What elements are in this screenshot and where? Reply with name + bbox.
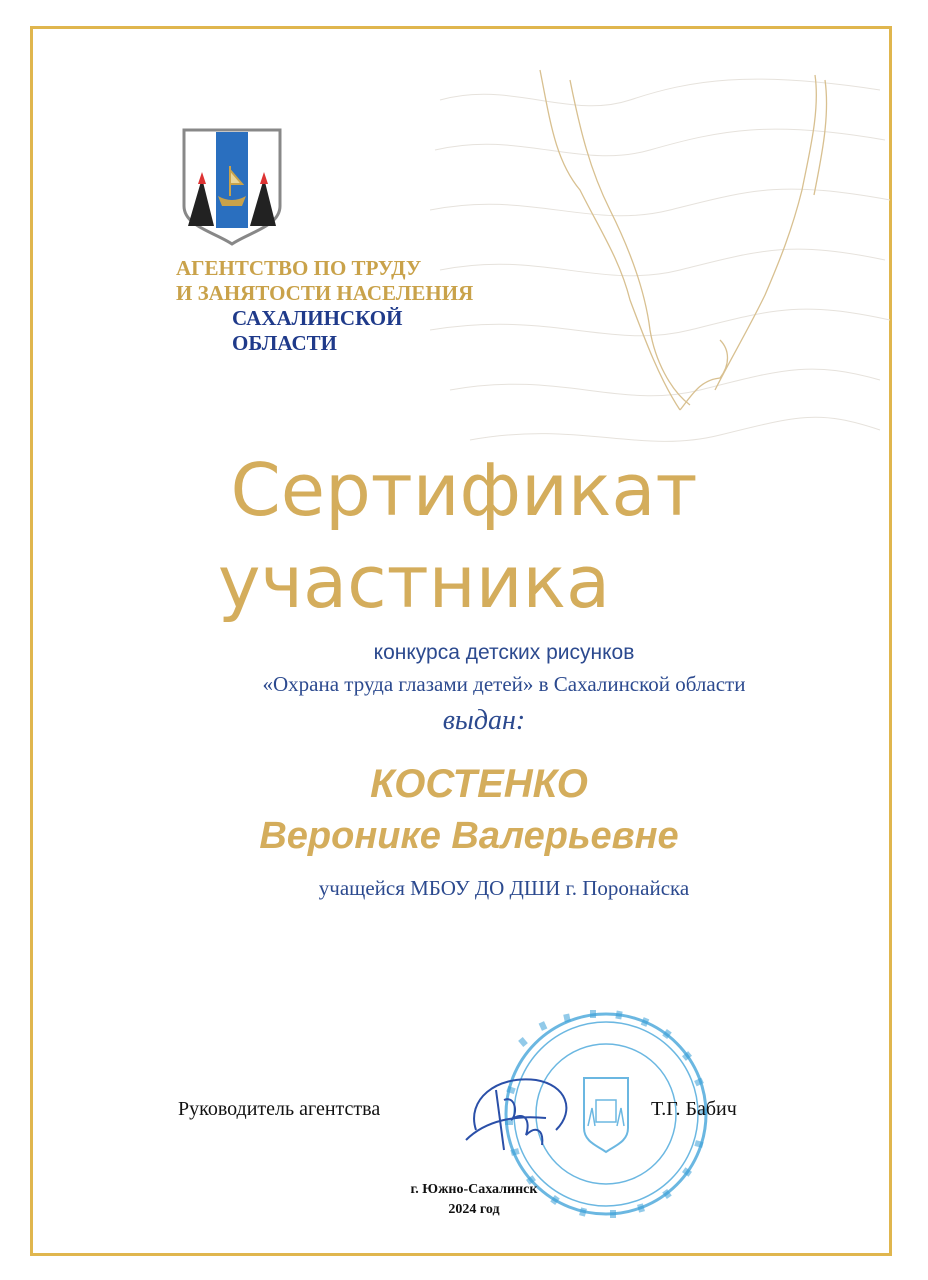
recipient-affiliation: учащейся МБОУ ДО ДШИ г. Поронайска (318, 876, 690, 900)
certificate-subtitle: участника (217, 540, 611, 624)
sakhalin-map-illustration (430, 60, 890, 460)
agency-line-2: И ЗАНЯТОСТИ НАСЕЛЕНИЯ (176, 281, 474, 305)
agency-line-1: АГЕНТСТВО ПО ТРУДУ (176, 256, 422, 280)
contest-name: «Охрана труда глазами детей» в Сахалинской области (262, 672, 746, 696)
signatory-role: Руководитель агентства (178, 1098, 381, 1120)
handwritten-signature (456, 1060, 586, 1170)
issued-label: выдан: (442, 705, 526, 736)
issue-place-date (404, 1180, 544, 1220)
certificate-title: Сертификат (230, 448, 698, 532)
signatory-name: Т.Г. Бабич (651, 1098, 737, 1120)
issue-city: г. Южно-Сахалинск (410, 1182, 538, 1197)
agency-line-4: ОБЛАСТИ (232, 331, 337, 355)
agency-name (176, 256, 473, 356)
recipient-given-names: Веронике Валерьевне (259, 815, 679, 857)
contest-description: конкурса детских рисунков (373, 641, 635, 664)
issue-year: 2024 год (448, 1202, 500, 1217)
agency-line-3: САХАЛИНСКОЙ (232, 306, 403, 330)
recipient-surname: КОСТЕНКО (370, 762, 588, 806)
coat-of-arms-emblem (180, 126, 284, 248)
